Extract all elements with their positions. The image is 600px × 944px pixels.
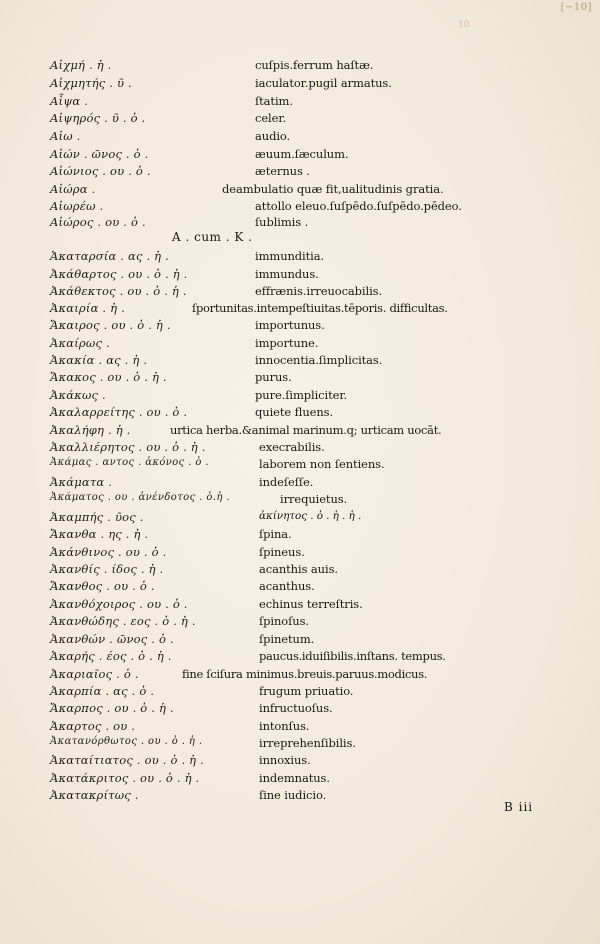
- entry-row: [0, 667, 600, 684]
- latin-gloss: irreprehenſibilis.: [259, 736, 356, 750]
- latin-gloss: ſublimis .: [255, 215, 309, 229]
- entry-row: [0, 388, 600, 405]
- entry-row: [0, 579, 600, 596]
- entry-row: [0, 701, 600, 718]
- latin-gloss: intonſus.: [259, 719, 310, 733]
- greek-headword: Ἀκακία . ας . ἡ .: [50, 353, 148, 367]
- entry-row: [0, 440, 600, 457]
- entry-row: [0, 353, 600, 370]
- entry-row: [0, 649, 600, 666]
- latin-gloss: innoxius.: [259, 753, 311, 767]
- entry-row: [0, 684, 600, 701]
- latin-gloss: echinus terreſtris.: [259, 597, 363, 611]
- greek-headword: Ἀκαριαῖος . ὁ .: [50, 667, 139, 681]
- entry-row: [0, 267, 600, 284]
- folio-number: [~10]: [560, 2, 592, 13]
- greek-headword: Ἀκατανόρθωτος . ου . ὁ . ἡ .: [50, 736, 203, 747]
- signature-mark: B iii: [504, 800, 534, 814]
- greek-headword: Ἀκαλαρρείτης . ου . ὁ .: [50, 405, 188, 419]
- greek-headword: Ἄκανθα . ης . ἡ .: [50, 527, 149, 541]
- greek-headword: Ἀκαταρσία . ας . ἡ .: [50, 249, 169, 263]
- latin-gloss: fine ſciſura minimus.breuis.paruus.modicus.: [182, 667, 428, 681]
- latin-gloss: ſpina.: [259, 527, 292, 541]
- greek-headword: Ἀκανθόχοιρος . ου . ὁ .: [50, 597, 188, 611]
- greek-headword: Ἀκαρής . έος . ὁ . ἡ .: [50, 649, 172, 663]
- entry-row: [0, 318, 600, 335]
- latin-gloss: ſpineus.: [259, 545, 305, 559]
- section-heading: A . cum . K .: [172, 230, 253, 244]
- latin-gloss: ſine iudicio.: [259, 788, 327, 802]
- greek-headword: Αἰω .: [50, 129, 81, 143]
- entry-row: [0, 94, 600, 111]
- latin-gloss: ſpinoſus.: [259, 614, 309, 628]
- latin-gloss: infructuoſus.: [259, 701, 333, 715]
- latin-gloss: deambulatio quæ fit,ualitudinis gratia.: [222, 182, 444, 196]
- entry-row: [0, 597, 600, 614]
- greek-headword: Ἀκατάκριτος . ου . ὁ . ἡ .: [50, 771, 200, 785]
- latin-gloss: iaculator.pugil armatus.: [255, 76, 392, 90]
- latin-gloss: importune.: [255, 336, 319, 350]
- entry-row: [0, 111, 600, 128]
- greek-headword: Ἀκανθών . ῶνος . ὁ .: [50, 632, 174, 646]
- entry-row: [0, 545, 600, 562]
- entry-row: [0, 336, 600, 353]
- latin-gloss: pure.ſimpliciter.: [255, 388, 348, 402]
- latin-gloss: attollo eleuo.ſuſpēdo.ſuſpēdo.pēdeo.: [255, 199, 462, 213]
- greek-headword: Ἄκακος . ου . ὁ . ἡ .: [50, 370, 167, 384]
- greek-headword: Ἀκατακρίτως .: [50, 788, 139, 802]
- greek-headword: Ἀκανθίς . ίδος . ἡ .: [50, 562, 164, 576]
- entry-row: [0, 249, 600, 266]
- entry-row: [0, 58, 600, 75]
- latin-gloss: acanthus.: [259, 579, 315, 593]
- greek-headword: Ἀκάματα .: [50, 475, 113, 489]
- greek-headword: Ἀκαλλιέρητος . ου . ὁ . ἡ .: [50, 440, 206, 454]
- entry-row: [0, 510, 600, 527]
- latin-gloss: quiete fluens.: [255, 405, 334, 419]
- latin-gloss: urtica herba.&animal marinum.q; urticam uocāt.: [170, 423, 442, 437]
- entry-row: [0, 475, 600, 492]
- latin-gloss: indeſeſſe.: [259, 475, 314, 489]
- greek-headword: Αἰώνιος . ου . ὁ .: [50, 164, 151, 178]
- greek-headword: Ἀκαρπία . ας . ὁ .: [50, 684, 155, 698]
- entry-row: [0, 301, 600, 318]
- latin-gloss: cuſpis.ferrum haſtæ.: [255, 58, 374, 72]
- greek-headword: Ἀκάκως .: [50, 388, 106, 402]
- greek-headword: Ἀκαίρως .: [50, 336, 110, 350]
- latin-gloss: ſpinetum.: [259, 632, 315, 646]
- greek-headword: Ἀκαλήφη . ἡ .: [50, 423, 131, 437]
- greek-headword: Ἀκαιρία . ἡ .: [50, 301, 125, 315]
- greek-headword: Ἀκάματος . ου . ἀνένδοτος . ὁ.ἡ .: [50, 492, 230, 503]
- latin-gloss: æternus .: [255, 164, 310, 178]
- latin-gloss: acanthis auis.: [259, 562, 338, 576]
- entry-row: [0, 771, 600, 788]
- entry-row: [0, 199, 600, 216]
- latin-gloss: ἀκίνητος . ὁ . ἡ . ἡ .: [259, 510, 362, 522]
- greek-headword: Ἀκαμπής . ῦος .: [50, 510, 144, 524]
- latin-gloss: ſtatim.: [255, 94, 293, 108]
- greek-headword: Αἰών . ῶνος . ὁ .: [50, 147, 149, 161]
- entry-row: [0, 147, 600, 164]
- entry-row: [0, 284, 600, 301]
- entry-row: [0, 562, 600, 579]
- entry-row: [0, 632, 600, 649]
- latin-gloss: importunus.: [255, 318, 325, 332]
- greek-headword: Αἰψηρός . ῦ . ὁ .: [50, 111, 146, 125]
- greek-headword: Αἰωρέω .: [50, 199, 104, 213]
- greek-headword: Αἶψα .: [50, 94, 89, 108]
- entry-row: [0, 76, 600, 93]
- latin-gloss: effrænis.irreuocabilis.: [255, 284, 383, 298]
- entry-row: [0, 423, 600, 440]
- entry-row: [0, 405, 600, 422]
- greek-headword: Αἰώρος . ου . ὁ .: [50, 215, 146, 229]
- latin-gloss: innocentia.ſimplicitas.: [255, 353, 383, 367]
- entry-row: [0, 215, 600, 232]
- entry-row: [0, 492, 600, 509]
- latin-gloss: indemnatus.: [259, 771, 330, 785]
- greek-headword: Ἄκαιρος . ου . ὁ . ἡ .: [50, 318, 171, 332]
- latin-gloss: execrabilis.: [259, 440, 325, 454]
- entry-row: [0, 370, 600, 387]
- greek-headword: Αἰχμή . ἡ .: [50, 58, 112, 72]
- latin-gloss: purus.: [255, 370, 292, 384]
- latin-gloss: æuum.ſæculum.: [255, 147, 349, 161]
- corner-mark: 10: [458, 20, 470, 30]
- entry-row: [0, 736, 600, 753]
- latin-gloss: immundus.: [255, 267, 319, 281]
- entry-row: [0, 457, 600, 474]
- entry-row: [0, 527, 600, 544]
- greek-headword: Ἀκάμας . αντος . ἀκόνος . ὁ .: [50, 457, 209, 468]
- greek-headword: Ἀκαρτος . ου .: [50, 719, 136, 733]
- latin-gloss: celer.: [255, 111, 287, 125]
- entry-row: [0, 182, 600, 199]
- greek-headword: Αἰώρα .: [50, 182, 96, 196]
- greek-headword: Αἰχμητής . ῦ .: [50, 76, 132, 90]
- latin-gloss: immunditia.: [255, 249, 325, 263]
- greek-headword: Ἀκαταίτιατος . ου . ὁ . ἡ .: [50, 753, 204, 767]
- latin-gloss: irrequietus.: [280, 492, 348, 506]
- greek-headword: Ἀκανθώδης . εος . ὁ . ἡ .: [50, 614, 196, 628]
- latin-gloss: frugum priuatio.: [259, 684, 354, 698]
- greek-headword: Ἀκάνθινος . ου . ὁ .: [50, 545, 167, 559]
- entry-row: [0, 719, 600, 736]
- latin-gloss: laborem non ſentiens.: [259, 457, 385, 471]
- latin-gloss: ſportunitas.intempeſtiuitas.tēporis. difficultas.: [192, 301, 448, 315]
- greek-headword: Ἀκάθεκτος . ου . ὁ . ἡ .: [50, 284, 187, 298]
- greek-headword: Ἀκάθαρτος . ου . ὁ . ἡ .: [50, 267, 188, 281]
- latin-gloss: paucus.iduiſibilis.inſtans. tempus.: [259, 649, 446, 663]
- entry-row: [0, 129, 600, 146]
- entry-row: [0, 753, 600, 770]
- latin-gloss: audio.: [255, 129, 291, 143]
- entry-row: [0, 614, 600, 631]
- greek-headword: Ἄκαρπος . ου . ὁ . ἡ .: [50, 701, 174, 715]
- entry-row: [0, 164, 600, 181]
- greek-headword: Ἄκανθος . ου . ὁ .: [50, 579, 155, 593]
